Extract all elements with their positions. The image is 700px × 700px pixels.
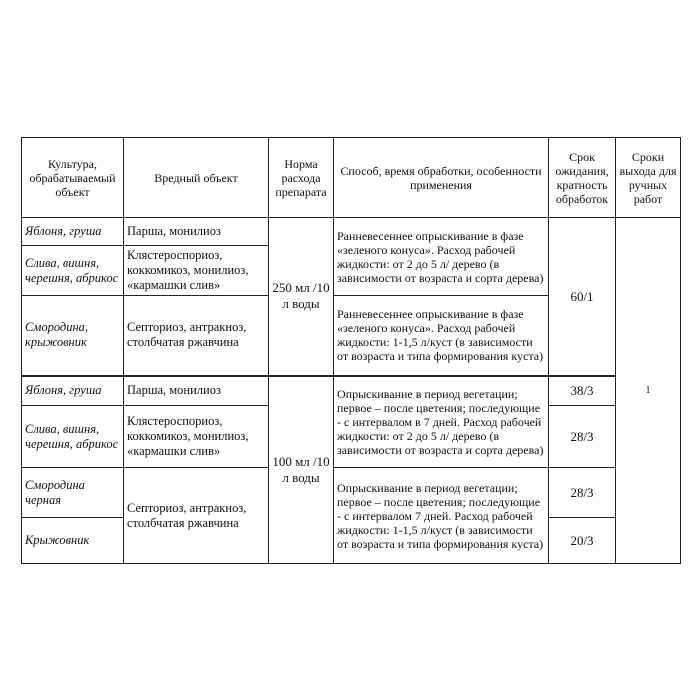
method-cell: Опрыскивание в период вегетации; первое – после цветения; последующие - с интервалом 7 дней. Расход рабочей жидкости: 1-1,5 л/куст (в зависимости от возраста и типа формирования куста) — [334, 468, 549, 564]
pest-cell: Парша, монилиоз — [124, 218, 269, 246]
method-cell: Ранневесеннее опрыскивание в фазе «зеленого конуса». Расход рабочей жидкости: от 2 до 5 л/ дерево (в зависимости от возраста и сорта дерева) — [334, 218, 549, 296]
header-pest: Вредный объект — [124, 138, 269, 218]
method-cell: Ранневесеннее опрыскивание в фазе «зеленого конуса». Расход рабочей жидкости: 1-1,5 л/куст (в зависимости от возраста и типа формирования куста) — [334, 296, 549, 376]
crop-cell: Яблоня, груша — [22, 376, 124, 406]
pest-cell: Парша, монилиоз — [124, 376, 269, 406]
crop-cell: Крыжовник — [22, 518, 124, 564]
norm-cell: 100 мл /10 л воды — [269, 376, 334, 564]
wait-cell: 20/3 — [549, 518, 616, 564]
pest-cell: Клястероспориоз, коккомикоз, монилиоз, «кармашки слив» — [124, 406, 269, 468]
pest-cell: Септориоз, антракноз, столбчатая ржавчина — [124, 468, 269, 564]
table-row — [22, 376, 681, 406]
pesticide-table — [21, 137, 681, 564]
table-row — [22, 218, 681, 246]
wait-cell: 28/3 — [549, 468, 616, 518]
pest-cell: Клястероспориоз, коккомикоз, монилиоз, «кармашки слив» — [124, 246, 269, 296]
header-norm: Норма расхода препарата — [269, 138, 334, 218]
wait-cell: 28/3 — [549, 406, 616, 468]
wait-cell: 60/1 — [549, 218, 616, 376]
manual-cell: 1 — [616, 218, 681, 564]
wait-cell: 38/3 — [549, 376, 616, 406]
header-manual: Сроки выхода для ручных работ — [616, 138, 681, 218]
table-row — [22, 468, 681, 518]
pest-cell: Септориоз, антракноз, столбчатая ржавчина — [124, 296, 269, 376]
header-wait: Срок ожидания, кратность обработок — [549, 138, 616, 218]
crop-cell: Смородина черная — [22, 468, 124, 518]
header-crop: Культура, обрабатываемый объект — [22, 138, 124, 218]
crop-cell: Смородина, крыжовник — [22, 296, 124, 376]
crop-cell: Яблоня, груша — [22, 218, 124, 246]
table-header-row — [22, 138, 681, 218]
norm-cell: 250 мл /10 л воды — [269, 218, 334, 376]
crop-cell: Слива, вишня, черешня, абрикос — [22, 406, 124, 468]
header-method: Способ, время обработки, особенности применения — [334, 138, 549, 218]
crop-cell: Слива, вишня, черешня, абрикос — [22, 246, 124, 296]
method-cell: Опрыскивание в период вегетации; первое – после цветения; последующие - с интервалом в 7 дней. Расход рабочей жидкости: от 2 до 5 л/ дерево (в зависимости от возраста и сорта дерева) — [334, 376, 549, 468]
